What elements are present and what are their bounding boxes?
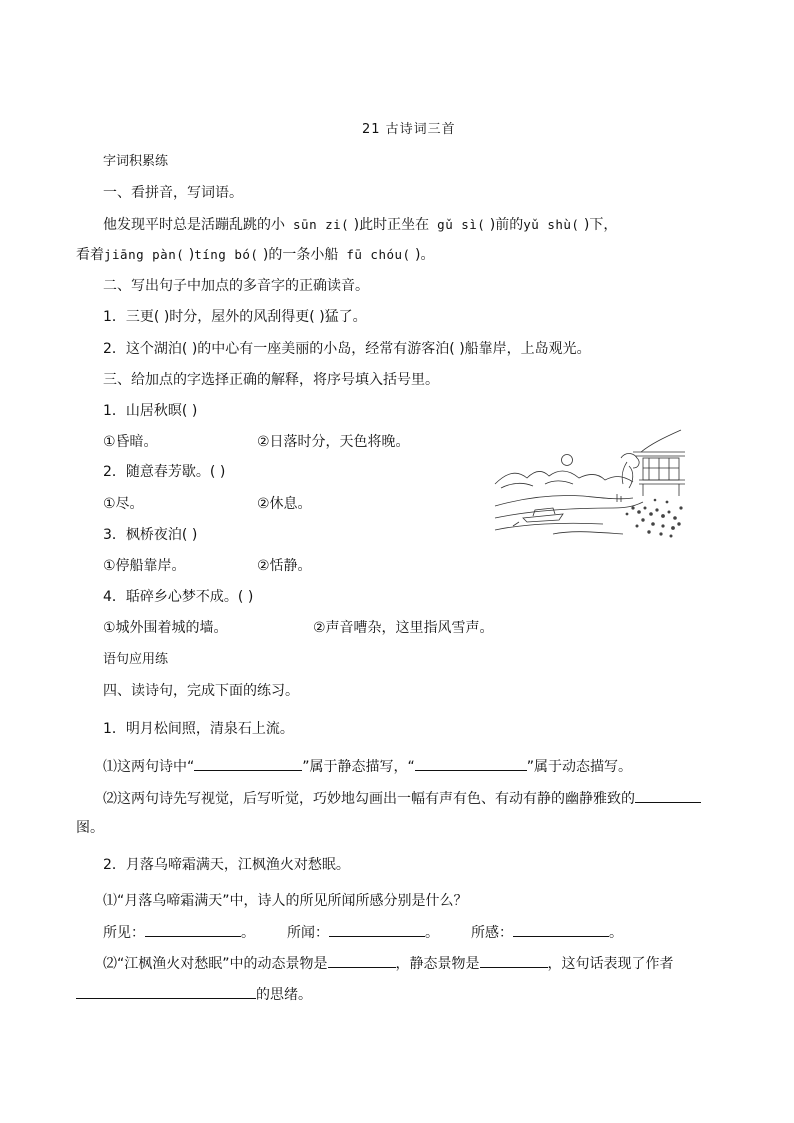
question-3-item-3: 3．枫桥夜泊( ) (103, 527, 198, 543)
option-a: ①尽。 (103, 496, 144, 512)
answer-blank[interactable] (635, 788, 701, 803)
text: ⑴这两句诗中“ (103, 759, 195, 775)
question-2-item-2: 2．这个湖泊( )的中心有一座美丽的小岛，经常有游客泊( )船靠岸，上岛观光。 (103, 341, 591, 357)
question-3-heading: 三、给加点的字选择正确的解释，将序号填入括号里。 (103, 372, 439, 388)
question-3-item-4: 4．聒碎乡心梦不成。( ) (103, 589, 254, 605)
option-a: ①昏暗。 (103, 434, 158, 450)
answer-blank[interactable] (513, 922, 609, 937)
text: ) (184, 247, 195, 263)
question-4-1-a (103, 756, 632, 777)
section-heading-vocabulary: 字词积累练 (103, 154, 169, 169)
option-a: ①停船靠岸。 (103, 558, 186, 574)
text: ，这句话表现了作者 (547, 956, 674, 972)
question-2-item-1: 1．三更( )时分，屋外的风刮得更( )猛了。 (103, 309, 367, 325)
option-b: ②恬静。 (257, 558, 312, 574)
question-1-heading: 一、看拼音，写词语。 (103, 185, 243, 201)
answer-blank[interactable] (329, 922, 425, 937)
pinyin: sūn zi( (285, 217, 350, 232)
text: )。 (410, 247, 435, 263)
label-heard: 所闻： (287, 925, 329, 941)
question-4-2-c (103, 953, 674, 974)
question-4-1-b (103, 788, 701, 809)
text: 。 (425, 925, 439, 941)
question-2-heading: 二、写出句子中加点的多音字的正确读音。 (103, 278, 369, 294)
text: )的一条小船 (258, 247, 339, 263)
question-4-2-d (76, 984, 312, 1005)
text: 他发现平时总是活蹦乱跳的小 (103, 217, 285, 233)
question-3-item-1: 1．山居秋暝( ) (103, 403, 198, 419)
question-4-heading: 四、读诗句，完成下面的练习。 (103, 683, 299, 699)
answer-blank[interactable] (415, 756, 527, 771)
page-title: 21 古诗词三首 (362, 122, 456, 137)
text: )前的 (485, 217, 524, 233)
text: 。 (609, 925, 623, 941)
text: 。 (241, 925, 255, 941)
text: 的思绪。 (256, 987, 312, 1003)
pinyin: jiāng pàn( (104, 247, 185, 262)
answer-blank[interactable] (76, 984, 256, 999)
answer-blank[interactable] (194, 756, 302, 771)
text: )下， (579, 217, 618, 233)
text: ⑵“江枫渔火对愁眠”中的动态景物是 (103, 956, 328, 972)
option-a: ①城外围着城的墙。 (103, 620, 228, 636)
question-1-line-2 (76, 245, 434, 265)
pinyin: fū chóu( (338, 247, 411, 262)
question-4-2-a: ⑴“月落乌啼霜满天”中，诗人的所见所闻所感分别是什么？ (103, 893, 468, 909)
question-3-item-2: 2．随意春芳歇。( ) (103, 464, 226, 480)
text: 看着 (76, 247, 104, 263)
option-b: ②声音嘈杂，这里指风雪声。 (313, 620, 494, 636)
text: ”属于动态描写。 (526, 759, 633, 775)
question-4-1-b-cont: 图。 (76, 820, 104, 836)
answer-blank[interactable] (480, 953, 548, 968)
label-felt: 所感： (471, 925, 513, 941)
label-seen: 所见： (103, 925, 145, 941)
text: ”属于静态描写，“ (302, 759, 415, 775)
text: )此时正坐在 (349, 217, 430, 233)
answer-blank[interactable] (328, 953, 396, 968)
text: ⑵这两句诗先写视觉，后写听觉，巧妙地勾画出一幅有声有色、有动有静的幽静雅致的 (103, 791, 635, 807)
landscape-pavilion-boat-illustration (493, 422, 685, 540)
pinyin: tíng bó( (194, 247, 259, 262)
question-1-line-1 (103, 215, 617, 235)
pinyin: gǔ sì( (429, 217, 486, 232)
text: ，静态景物是 (395, 956, 480, 972)
question-4-2-b (103, 922, 623, 943)
option-b: ②日落时分，天色将晚。 (257, 434, 410, 450)
section-heading-sentence-application: 语句应用练 (103, 652, 169, 667)
option-b: ②休息。 (257, 496, 312, 512)
poem-line-1: 1．明月松间照，清泉石上流。 (103, 721, 294, 737)
pinyin: yǔ shù( (523, 217, 580, 232)
answer-blank[interactable] (145, 922, 241, 937)
poem-line-2: 2．月落乌啼霜满天，江枫渔火对愁眠。 (103, 857, 350, 873)
